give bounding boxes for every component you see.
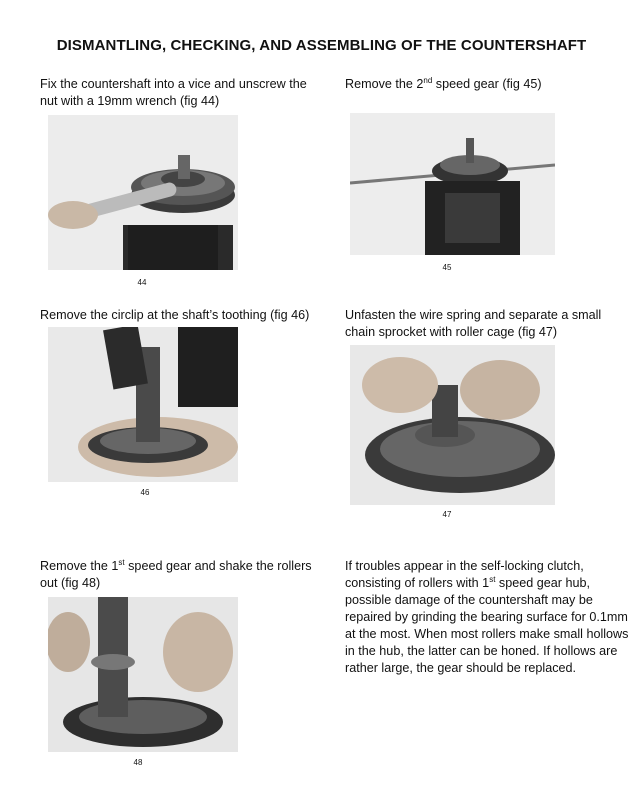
step-44-text: Fix the countershaft into a vice and unscrew the nut with a 19mm wrench (fig 44)	[40, 77, 307, 108]
fig-44-photo	[48, 115, 238, 270]
step-45-text: Remove the 2nd speed gear (fig 45)	[345, 75, 542, 91]
fig-45-number: 45	[442, 263, 452, 272]
page-title: DISMANTLING, CHECKING, AND ASSEMBLING OF THE COUNTERSHAFT	[56, 37, 587, 54]
fig-47-number: 47	[442, 510, 452, 519]
fig-47-photo	[350, 345, 555, 505]
fig-44-number: 44	[137, 278, 147, 287]
clutch-note: If troubles appear in the self-locking clutch, consisting of rollers with 1st speed gear hub, possible damage of the countershaft may be repaired by grinding the bearing surface for 0.1mm at the most. When most rollers make small hollows in the hub, the latter can be honed. If hollows are rather large, the gear should be replaced.	[345, 559, 629, 675]
fig-46-photo	[48, 327, 238, 482]
step-46-text: Remove the circlip at the shaft’s toothing (fig 46)	[40, 308, 310, 322]
fig-48-number: 48	[133, 758, 143, 767]
step-47-text: Unfasten the wire spring and separate a small chain sprocket with roller cage (fig 47)	[345, 308, 602, 339]
fig-46-number: 46	[140, 488, 150, 497]
fig-45-photo	[350, 113, 555, 255]
step-48-text: Remove the 1st speed gear and shake the rollers out (fig 48)	[40, 557, 312, 590]
fig-48-photo	[48, 597, 238, 752]
